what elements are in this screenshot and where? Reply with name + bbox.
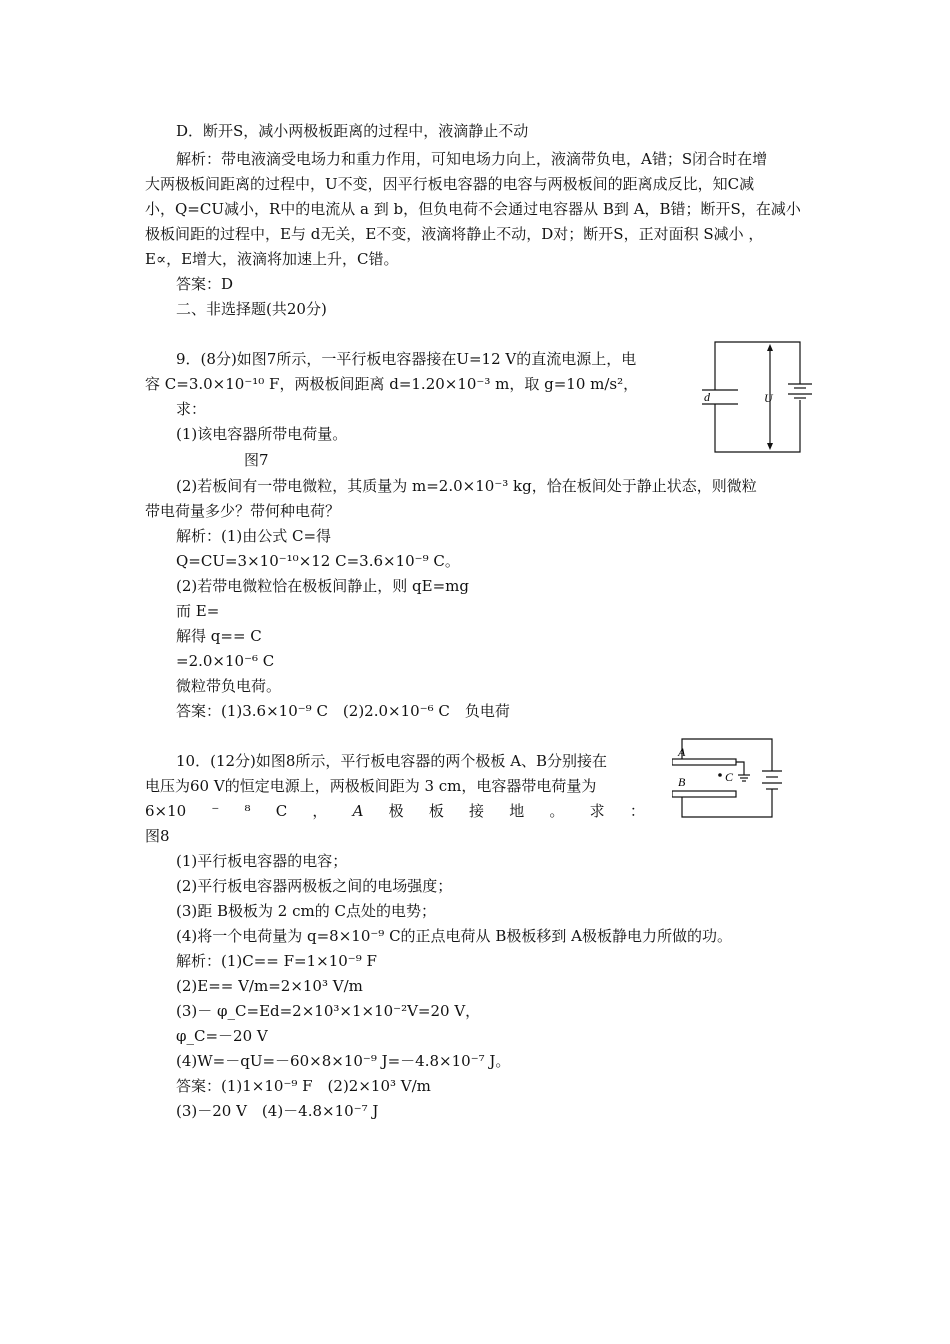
- q9-part2-line-1: (2)若板间有一带电微粒，其质量为 m=2.0×10⁻³ kg，恰在板间处于静止状态，则微粒: [176, 477, 757, 495]
- figure-7-caption: 图7: [244, 451, 269, 469]
- q10-answer-line-2: (3)－20 V (4)－4.8×10⁻⁷ J: [176, 1102, 379, 1120]
- q10-stem-token: ⁸: [244, 802, 251, 820]
- q10-stem-token: ⁻: [211, 802, 220, 820]
- q10-stem-token: 接: [469, 802, 485, 820]
- q8-analysis-line-4: 极板间距的过程中，E与 d无关，E不变，液滴将静止不动，D对；断开S，正对面积 S减小 ，: [145, 225, 764, 243]
- q9-analysis-line-3: (2)若带电微粒恰在极板间静止，则 qE=mg: [176, 577, 469, 595]
- figure-8-circuit: [672, 733, 802, 825]
- q9-part1: (1)该电容器所带电荷量。: [176, 425, 348, 443]
- q10-stem-line-1: 10．(12分)如图8所示，平行板电容器的两个极板 A、B分别接在: [176, 752, 608, 770]
- q9-analysis-line-5: 解得 q== C: [176, 627, 262, 645]
- q10-question-1: (1)平行板电容器的电容；: [176, 852, 348, 870]
- q8-analysis-line-5: E∝，E增大，液滴将加速上升，C错。: [145, 250, 399, 268]
- figure-7-circuit: [700, 338, 820, 456]
- q10-question-3: (3)距 B极板为 2 cm的 C点处的电势；: [176, 902, 436, 920]
- q9-analysis-line-6: =2.0×10⁻⁶ C: [176, 652, 275, 670]
- q9-analysis-line-1: 解析：(1)由公式 C=得: [176, 527, 332, 545]
- q9-analysis-line-4: 而 E=: [176, 602, 220, 620]
- q9-stem-line-3: 求：: [176, 400, 207, 418]
- q9-stem-line-2: 容 C=3.0×10⁻¹⁰ F，两极板间距离 d=1.20×10⁻³ m，取 g=10 m/s²，: [145, 375, 639, 393]
- q10-analysis-line-4: φ_C=－20 V: [176, 1027, 268, 1045]
- q10-stem-line-2: 电压为60 V的恒定电源上，两极板间距为 3 cm，电容器带电荷量为: [145, 777, 597, 795]
- figure-7-label-d: d: [704, 390, 710, 404]
- q10-stem-token: C: [275, 802, 288, 820]
- q9-answer: 答案：(1)3.6×10⁻⁹ C (2)2.0×10⁻⁶ C 负电荷: [176, 702, 510, 720]
- q10-stem-token: 求: [589, 802, 605, 820]
- q10-stem-token: 6×10: [145, 802, 187, 820]
- q10-analysis-line-5: (4)W=－qU=－60×8×10⁻⁹ J=－4.8×10⁻⁷ J。: [176, 1052, 511, 1070]
- q8-analysis-line-2: 大两极板间距离的过程中，U不变，因平行板电容器的电容与两极板间的距离成反比，知C减: [145, 175, 755, 193]
- section-heading: 二、非选择题(共20分): [176, 300, 327, 318]
- q9-analysis-line-2: Q=CU=3×10⁻¹⁰×12 C=3.6×10⁻⁹ C。: [176, 552, 460, 570]
- figure-8-caption: 图8: [145, 827, 170, 845]
- q9-part2-line-2: 带电荷量多少？带何种电荷？: [145, 502, 341, 520]
- q10-analysis-line-2: (2)E== V/m=2×10³ V/m: [176, 977, 363, 995]
- figure-8-label-a: A: [678, 745, 686, 759]
- q10-question-2: (2)平行板电容器两极板之间的电场强度；: [176, 877, 453, 895]
- q10-stem-line-3: [145, 801, 645, 821]
- q10-stem-token: A: [352, 802, 364, 820]
- q10-stem-token: ：: [629, 802, 645, 820]
- q8-answer: 答案：D: [176, 275, 234, 293]
- q9-stem-line-1: 9．(8分)如图7所示，一平行板电容器接在U=12 V的直流电源上，电: [176, 350, 637, 368]
- q10-question-4: (4)将一个电荷量为 q=8×10⁻⁹ C的正点电荷从 B极板移到 A极板静电力所做的功。: [176, 927, 732, 945]
- q10-stem-token: 。: [549, 802, 565, 820]
- q10-analysis-line-3: (3)－ φ_C=Ed=2×10³×1×10⁻²V=20 V，: [176, 1002, 481, 1020]
- q10-analysis-line-1: 解析：(1)C== F=1×10⁻⁹ F: [176, 952, 377, 970]
- q10-stem-token: 极: [388, 802, 404, 820]
- figure-8-label-b: B: [678, 775, 686, 789]
- q10-answer-line-1: 答案：(1)1×10⁻⁹ F (2)2×10³ V/m: [176, 1077, 431, 1095]
- q8-analysis-line-3: 小，Q=CU减小，R中的电流从 a 到 b，但负电荷不会通过电容器从 B到 A，B错；断开S，在减小: [145, 200, 801, 218]
- q10-stem-token: 地: [509, 802, 525, 820]
- q9-analysis-line-7: 微粒带负电荷。: [176, 677, 282, 695]
- figure-8-label-c: C: [725, 770, 734, 784]
- q10-stem-token: ，: [312, 802, 328, 820]
- q10-stem-token: 板: [428, 802, 444, 820]
- figure-7-label-u: U: [764, 391, 773, 405]
- q8-option-d: D．断开S，减小两极板距离的过程中，液滴静止不动: [176, 122, 529, 140]
- q8-analysis-line-1: 解析：带电液滴受电场力和重力作用，可知电场力向上，液滴带负电，A错；S闭合时在增: [176, 150, 768, 168]
